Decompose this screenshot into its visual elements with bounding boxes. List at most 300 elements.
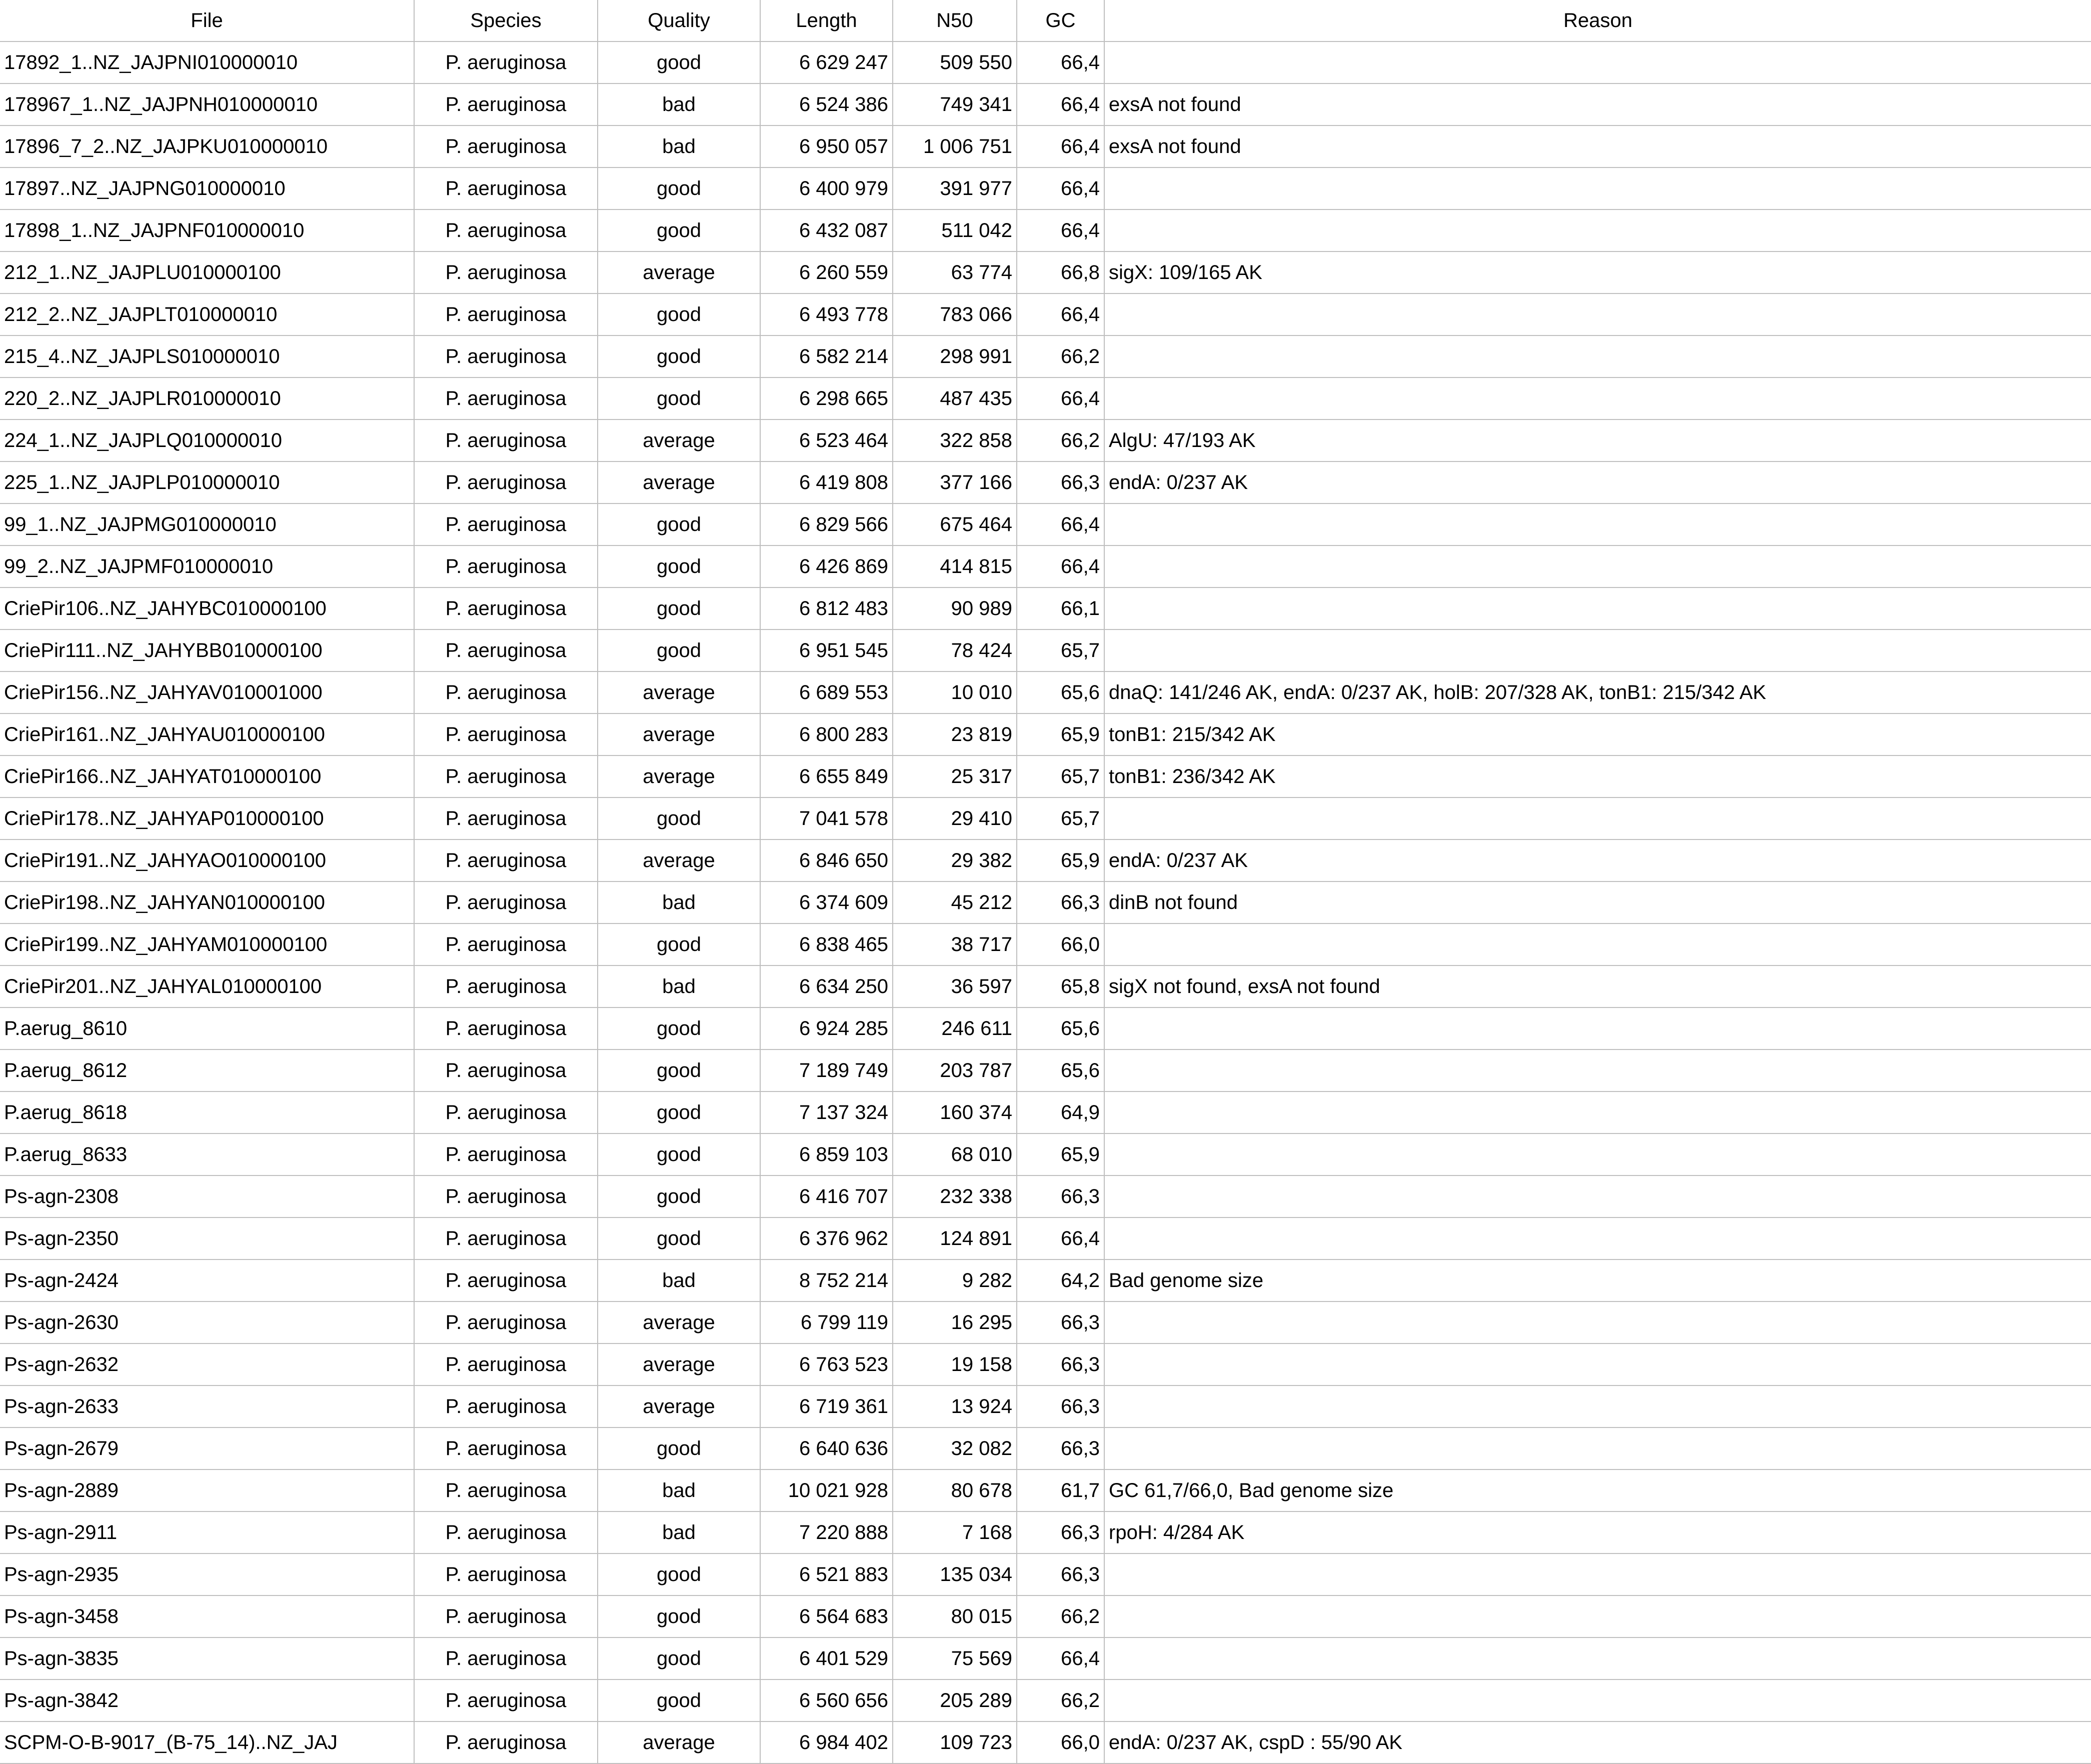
- table-row[interactable]: [0, 336, 2091, 378]
- cell-length[interactable]: 6 799 119: [760, 1302, 893, 1344]
- cell-length[interactable]: 6 416 707: [760, 1176, 893, 1218]
- cell-quality[interactable]: bad: [598, 882, 760, 924]
- table-row[interactable]: [0, 882, 2091, 924]
- cell-species[interactable]: P. aeruginosa: [414, 252, 598, 294]
- cell-length[interactable]: 6 629 247: [760, 42, 893, 84]
- cell-n50[interactable]: 80 678: [893, 1470, 1017, 1512]
- cell-gc[interactable]: 66,2: [1017, 1596, 1104, 1638]
- cell-quality[interactable]: average: [598, 672, 760, 714]
- cell-species[interactable]: P. aeruginosa: [414, 126, 598, 168]
- cell-reason[interactable]: [1104, 1428, 2091, 1470]
- cell-length[interactable]: 6 524 386: [760, 84, 893, 126]
- cell-quality[interactable]: bad: [598, 1512, 760, 1554]
- cell-gc[interactable]: 66,2: [1017, 1680, 1104, 1722]
- cell-length[interactable]: 6 800 283: [760, 714, 893, 756]
- cell-species[interactable]: P. aeruginosa: [414, 1470, 598, 1512]
- cell-gc[interactable]: 66,4: [1017, 1638, 1104, 1680]
- cell-file[interactable]: Ps-agn-3458: [0, 1596, 414, 1638]
- cell-gc[interactable]: 66,3: [1017, 1176, 1104, 1218]
- cell-n50[interactable]: 80 015: [893, 1596, 1017, 1638]
- cell-species[interactable]: P. aeruginosa: [414, 588, 598, 630]
- cell-n50[interactable]: 19 158: [893, 1344, 1017, 1386]
- cell-species[interactable]: P. aeruginosa: [414, 1260, 598, 1302]
- cell-length[interactable]: 6 374 609: [760, 882, 893, 924]
- table-row[interactable]: [0, 1050, 2091, 1092]
- cell-length[interactable]: 6 950 057: [760, 126, 893, 168]
- cell-gc[interactable]: 66,1: [1017, 588, 1104, 630]
- cell-length[interactable]: 6 560 656: [760, 1680, 893, 1722]
- cell-species[interactable]: P. aeruginosa: [414, 1386, 598, 1428]
- cell-reason[interactable]: [1104, 1050, 2091, 1092]
- cell-file[interactable]: CriePir106..NZ_JAHYBC010000100: [0, 588, 414, 630]
- column-header-quality[interactable]: Quality: [598, 0, 760, 42]
- cell-species[interactable]: P. aeruginosa: [414, 1176, 598, 1218]
- cell-n50[interactable]: 160 374: [893, 1092, 1017, 1134]
- cell-reason[interactable]: [1104, 210, 2091, 252]
- cell-species[interactable]: P. aeruginosa: [414, 840, 598, 882]
- table-row[interactable]: [0, 966, 2091, 1008]
- cell-file[interactable]: CriePir161..NZ_JAHYAU010000100: [0, 714, 414, 756]
- cell-reason[interactable]: [1104, 42, 2091, 84]
- cell-file[interactable]: 17892_1..NZ_JAJPNI010000010: [0, 42, 414, 84]
- cell-species[interactable]: P. aeruginosa: [414, 336, 598, 378]
- table-row[interactable]: [0, 1008, 2091, 1050]
- cell-species[interactable]: P. aeruginosa: [414, 1722, 598, 1764]
- cell-quality[interactable]: bad: [598, 84, 760, 126]
- cell-length[interactable]: 6 582 214: [760, 336, 893, 378]
- cell-reason[interactable]: sigX not found, exsA not found: [1104, 966, 2091, 1008]
- cell-n50[interactable]: 783 066: [893, 294, 1017, 336]
- cell-length[interactable]: 8 752 214: [760, 1260, 893, 1302]
- cell-reason[interactable]: tonB1: 215/342 AK: [1104, 714, 2091, 756]
- cell-reason[interactable]: tonB1: 236/342 AK: [1104, 756, 2091, 798]
- table-row[interactable]: [0, 378, 2091, 420]
- cell-length[interactable]: 6 655 849: [760, 756, 893, 798]
- table-row[interactable]: [0, 126, 2091, 168]
- cell-gc[interactable]: 65,6: [1017, 672, 1104, 714]
- cell-species[interactable]: P. aeruginosa: [414, 546, 598, 588]
- cell-reason[interactable]: [1104, 1344, 2091, 1386]
- column-header-gc[interactable]: GC: [1017, 0, 1104, 42]
- cell-n50[interactable]: 675 464: [893, 504, 1017, 546]
- cell-gc[interactable]: 66,2: [1017, 420, 1104, 462]
- cell-reason[interactable]: [1104, 588, 2091, 630]
- cell-n50[interactable]: 487 435: [893, 378, 1017, 420]
- cell-length[interactable]: 6 719 361: [760, 1386, 893, 1428]
- cell-quality[interactable]: good: [598, 294, 760, 336]
- cell-n50[interactable]: 29 410: [893, 798, 1017, 840]
- cell-reason[interactable]: dinB not found: [1104, 882, 2091, 924]
- cell-gc[interactable]: 65,9: [1017, 1134, 1104, 1176]
- column-header-n50[interactable]: N50: [893, 0, 1017, 42]
- cell-gc[interactable]: 66,4: [1017, 546, 1104, 588]
- table-row[interactable]: [0, 1596, 2091, 1638]
- cell-species[interactable]: P. aeruginosa: [414, 1596, 598, 1638]
- cell-file[interactable]: CriePir178..NZ_JAHYAP010000100: [0, 798, 414, 840]
- cell-reason[interactable]: [1104, 798, 2091, 840]
- cell-file[interactable]: 215_4..NZ_JAJPLS010000010: [0, 336, 414, 378]
- cell-gc[interactable]: 65,7: [1017, 630, 1104, 672]
- cell-reason[interactable]: [1104, 546, 2091, 588]
- cell-file[interactable]: Ps-agn-2889: [0, 1470, 414, 1512]
- cell-quality[interactable]: good: [598, 1092, 760, 1134]
- cell-n50[interactable]: 78 424: [893, 630, 1017, 672]
- cell-gc[interactable]: 65,8: [1017, 966, 1104, 1008]
- cell-species[interactable]: P. aeruginosa: [414, 1302, 598, 1344]
- cell-quality[interactable]: average: [598, 756, 760, 798]
- table-row[interactable]: [0, 504, 2091, 546]
- cell-gc[interactable]: 66,2: [1017, 336, 1104, 378]
- cell-n50[interactable]: 25 317: [893, 756, 1017, 798]
- cell-quality[interactable]: good: [598, 168, 760, 210]
- cell-file[interactable]: CriePir198..NZ_JAHYAN010000100: [0, 882, 414, 924]
- cell-file[interactable]: Ps-agn-2679: [0, 1428, 414, 1470]
- cell-quality[interactable]: good: [598, 1134, 760, 1176]
- cell-file[interactable]: Ps-agn-2424: [0, 1260, 414, 1302]
- table-row[interactable]: [0, 798, 2091, 840]
- cell-length[interactable]: 6 432 087: [760, 210, 893, 252]
- cell-length[interactable]: 6 521 883: [760, 1554, 893, 1596]
- cell-n50[interactable]: 511 042: [893, 210, 1017, 252]
- cell-n50[interactable]: 109 723: [893, 1722, 1017, 1764]
- cell-file[interactable]: 178967_1..NZ_JAJPNH010000010: [0, 84, 414, 126]
- cell-reason[interactable]: [1104, 924, 2091, 966]
- table-row[interactable]: [0, 1218, 2091, 1260]
- cell-reason[interactable]: endA: 0/237 AK: [1104, 462, 2091, 504]
- cell-species[interactable]: P. aeruginosa: [414, 1218, 598, 1260]
- cell-n50[interactable]: 414 815: [893, 546, 1017, 588]
- cell-gc[interactable]: 66,3: [1017, 1302, 1104, 1344]
- cell-reason[interactable]: [1104, 1554, 2091, 1596]
- cell-gc[interactable]: 66,3: [1017, 1554, 1104, 1596]
- cell-reason[interactable]: [1104, 1008, 2091, 1050]
- cell-length[interactable]: 6 298 665: [760, 378, 893, 420]
- cell-length[interactable]: 6 951 545: [760, 630, 893, 672]
- cell-file[interactable]: 225_1..NZ_JAJPLP010000010: [0, 462, 414, 504]
- column-header-species[interactable]: Species: [414, 0, 598, 42]
- table-row[interactable]: [0, 546, 2091, 588]
- cell-quality[interactable]: good: [598, 1008, 760, 1050]
- cell-file[interactable]: 99_2..NZ_JAJPMF010000010: [0, 546, 414, 588]
- cell-species[interactable]: P. aeruginosa: [414, 210, 598, 252]
- cell-quality[interactable]: average: [598, 1722, 760, 1764]
- cell-n50[interactable]: 203 787: [893, 1050, 1017, 1092]
- cell-gc[interactable]: 66,4: [1017, 168, 1104, 210]
- cell-quality[interactable]: bad: [598, 1470, 760, 1512]
- table-row[interactable]: [0, 1722, 2091, 1764]
- cell-n50[interactable]: 9 282: [893, 1260, 1017, 1302]
- cell-quality[interactable]: good: [598, 336, 760, 378]
- cell-quality[interactable]: average: [598, 1302, 760, 1344]
- cell-file[interactable]: Ps-agn-2935: [0, 1554, 414, 1596]
- cell-species[interactable]: P. aeruginosa: [414, 1134, 598, 1176]
- cell-reason[interactable]: Bad genome size: [1104, 1260, 2091, 1302]
- cell-file[interactable]: Ps-agn-2630: [0, 1302, 414, 1344]
- table-row[interactable]: [0, 1176, 2091, 1218]
- cell-gc[interactable]: 61,7: [1017, 1470, 1104, 1512]
- cell-species[interactable]: P. aeruginosa: [414, 756, 598, 798]
- cell-n50[interactable]: 298 991: [893, 336, 1017, 378]
- cell-reason[interactable]: [1104, 378, 2091, 420]
- cell-file[interactable]: CriePir111..NZ_JAHYBB010000100: [0, 630, 414, 672]
- cell-n50[interactable]: 38 717: [893, 924, 1017, 966]
- cell-species[interactable]: P. aeruginosa: [414, 672, 598, 714]
- cell-file[interactable]: SCPM-O-B-9017_(B-75_14)..NZ_JAJ: [0, 1722, 414, 1764]
- cell-species[interactable]: P. aeruginosa: [414, 420, 598, 462]
- table-row[interactable]: [0, 42, 2091, 84]
- cell-n50[interactable]: 391 977: [893, 168, 1017, 210]
- cell-length[interactable]: 7 189 749: [760, 1050, 893, 1092]
- cell-quality[interactable]: good: [598, 546, 760, 588]
- cell-gc[interactable]: 64,9: [1017, 1092, 1104, 1134]
- cell-length[interactable]: 6 401 529: [760, 1638, 893, 1680]
- cell-gc[interactable]: 65,9: [1017, 840, 1104, 882]
- cell-species[interactable]: P. aeruginosa: [414, 1554, 598, 1596]
- table-row[interactable]: [0, 756, 2091, 798]
- table-row[interactable]: [0, 420, 2091, 462]
- cell-gc[interactable]: 66,4: [1017, 504, 1104, 546]
- cell-file[interactable]: P.aerug_8618: [0, 1092, 414, 1134]
- table-row[interactable]: [0, 1260, 2091, 1302]
- cell-file[interactable]: CriePir166..NZ_JAHYAT010000100: [0, 756, 414, 798]
- cell-file[interactable]: Ps-agn-2350: [0, 1218, 414, 1260]
- cell-gc[interactable]: 66,3: [1017, 882, 1104, 924]
- cell-n50[interactable]: 135 034: [893, 1554, 1017, 1596]
- cell-reason[interactable]: [1104, 1134, 2091, 1176]
- cell-quality[interactable]: good: [598, 378, 760, 420]
- cell-length[interactable]: 6 763 523: [760, 1344, 893, 1386]
- table-row[interactable]: [0, 1512, 2091, 1554]
- cell-reason[interactable]: [1104, 1092, 2091, 1134]
- cell-length[interactable]: 6 523 464: [760, 420, 893, 462]
- cell-n50[interactable]: 63 774: [893, 252, 1017, 294]
- cell-gc[interactable]: 66,4: [1017, 210, 1104, 252]
- cell-reason[interactable]: [1104, 1680, 2091, 1722]
- cell-file[interactable]: 212_2..NZ_JAJPLT010000010: [0, 294, 414, 336]
- cell-length[interactable]: 6 984 402: [760, 1722, 893, 1764]
- table-row[interactable]: [0, 1386, 2091, 1428]
- cell-file[interactable]: Ps-agn-2308: [0, 1176, 414, 1218]
- column-header-file[interactable]: File: [0, 0, 414, 42]
- cell-n50[interactable]: 36 597: [893, 966, 1017, 1008]
- cell-length[interactable]: 7 041 578: [760, 798, 893, 840]
- cell-reason[interactable]: AlgU: 47/193 AK: [1104, 420, 2091, 462]
- cell-species[interactable]: P. aeruginosa: [414, 84, 598, 126]
- cell-quality[interactable]: good: [598, 1176, 760, 1218]
- cell-gc[interactable]: 66,3: [1017, 1512, 1104, 1554]
- cell-file[interactable]: CriePir199..NZ_JAHYAM010000100: [0, 924, 414, 966]
- cell-species[interactable]: P. aeruginosa: [414, 1512, 598, 1554]
- table-row[interactable]: [0, 630, 2091, 672]
- table-row[interactable]: [0, 1302, 2091, 1344]
- cell-quality[interactable]: average: [598, 1344, 760, 1386]
- cell-species[interactable]: P. aeruginosa: [414, 1638, 598, 1680]
- cell-quality[interactable]: average: [598, 252, 760, 294]
- cell-n50[interactable]: 90 989: [893, 588, 1017, 630]
- cell-species[interactable]: P. aeruginosa: [414, 462, 598, 504]
- cell-n50[interactable]: 13 924: [893, 1386, 1017, 1428]
- cell-reason[interactable]: endA: 0/237 AK, cspD : 55/90 AK: [1104, 1722, 2091, 1764]
- cell-species[interactable]: P. aeruginosa: [414, 1092, 598, 1134]
- cell-gc[interactable]: 66,0: [1017, 924, 1104, 966]
- cell-quality[interactable]: average: [598, 714, 760, 756]
- cell-length[interactable]: 6 689 553: [760, 672, 893, 714]
- table-row[interactable]: [0, 1134, 2091, 1176]
- cell-quality[interactable]: good: [598, 504, 760, 546]
- cell-length[interactable]: 6 640 636: [760, 1428, 893, 1470]
- table-row[interactable]: [0, 168, 2091, 210]
- table-row[interactable]: [0, 1428, 2091, 1470]
- cell-n50[interactable]: 246 611: [893, 1008, 1017, 1050]
- cell-file[interactable]: P.aerug_8612: [0, 1050, 414, 1092]
- table-row[interactable]: [0, 588, 2091, 630]
- cell-length[interactable]: 6 859 103: [760, 1134, 893, 1176]
- cell-reason[interactable]: [1104, 630, 2091, 672]
- cell-quality[interactable]: average: [598, 420, 760, 462]
- cell-quality[interactable]: good: [598, 798, 760, 840]
- column-header-reason[interactable]: Reason: [1104, 0, 2091, 42]
- cell-quality[interactable]: good: [598, 1428, 760, 1470]
- cell-length[interactable]: 6 376 962: [760, 1218, 893, 1260]
- cell-reason[interactable]: rpoH: 4/284 AK: [1104, 1512, 2091, 1554]
- cell-species[interactable]: P. aeruginosa: [414, 378, 598, 420]
- cell-quality[interactable]: average: [598, 462, 760, 504]
- table-row[interactable]: [0, 252, 2091, 294]
- cell-file[interactable]: Ps-agn-2911: [0, 1512, 414, 1554]
- table-row[interactable]: [0, 672, 2091, 714]
- cell-species[interactable]: P. aeruginosa: [414, 294, 598, 336]
- cell-gc[interactable]: 65,6: [1017, 1050, 1104, 1092]
- cell-reason[interactable]: exsA not found: [1104, 84, 2091, 126]
- cell-species[interactable]: P. aeruginosa: [414, 504, 598, 546]
- cell-length[interactable]: 6 493 778: [760, 294, 893, 336]
- cell-length[interactable]: 6 829 566: [760, 504, 893, 546]
- cell-species[interactable]: P. aeruginosa: [414, 1428, 598, 1470]
- table-row[interactable]: [0, 1680, 2091, 1722]
- cell-gc[interactable]: 66,0: [1017, 1722, 1104, 1764]
- cell-file[interactable]: Ps-agn-3835: [0, 1638, 414, 1680]
- cell-length[interactable]: 7 137 324: [760, 1092, 893, 1134]
- cell-reason[interactable]: endA: 0/237 AK: [1104, 840, 2091, 882]
- cell-species[interactable]: P. aeruginosa: [414, 966, 598, 1008]
- cell-quality[interactable]: good: [598, 588, 760, 630]
- cell-n50[interactable]: 7 168: [893, 1512, 1017, 1554]
- cell-length[interactable]: 6 838 465: [760, 924, 893, 966]
- cell-quality[interactable]: average: [598, 840, 760, 882]
- cell-species[interactable]: P. aeruginosa: [414, 1008, 598, 1050]
- cell-quality[interactable]: bad: [598, 1260, 760, 1302]
- table-row[interactable]: [0, 1092, 2091, 1134]
- cell-gc[interactable]: 66,3: [1017, 462, 1104, 504]
- cell-n50[interactable]: 45 212: [893, 882, 1017, 924]
- cell-length[interactable]: 6 846 650: [760, 840, 893, 882]
- cell-species[interactable]: P. aeruginosa: [414, 714, 598, 756]
- cell-gc[interactable]: 66,4: [1017, 84, 1104, 126]
- table-row[interactable]: [0, 462, 2091, 504]
- cell-reason[interactable]: GC 61,7/66,0, Bad genome size: [1104, 1470, 2091, 1512]
- table-row[interactable]: [0, 1554, 2091, 1596]
- cell-gc[interactable]: 65,9: [1017, 714, 1104, 756]
- cell-species[interactable]: P. aeruginosa: [414, 42, 598, 84]
- cell-species[interactable]: P. aeruginosa: [414, 882, 598, 924]
- cell-n50[interactable]: 10 010: [893, 672, 1017, 714]
- cell-species[interactable]: P. aeruginosa: [414, 1344, 598, 1386]
- table-row[interactable]: [0, 840, 2091, 882]
- cell-n50[interactable]: 749 341: [893, 84, 1017, 126]
- cell-gc[interactable]: 66,3: [1017, 1344, 1104, 1386]
- cell-quality[interactable]: good: [598, 42, 760, 84]
- cell-gc[interactable]: 65,7: [1017, 756, 1104, 798]
- cell-reason[interactable]: dnaQ: 141/246 AK, endA: 0/237 AK, holB: 207/328 AK, tonB1: 215/342 AK: [1104, 672, 2091, 714]
- cell-species[interactable]: P. aeruginosa: [414, 168, 598, 210]
- cell-n50[interactable]: 23 819: [893, 714, 1017, 756]
- cell-gc[interactable]: 65,7: [1017, 798, 1104, 840]
- cell-length[interactable]: 6 426 869: [760, 546, 893, 588]
- cell-reason[interactable]: [1104, 1596, 2091, 1638]
- cell-quality[interactable]: good: [598, 1596, 760, 1638]
- cell-reason[interactable]: [1104, 1386, 2091, 1428]
- cell-length[interactable]: 6 564 683: [760, 1596, 893, 1638]
- cell-length[interactable]: 10 021 928: [760, 1470, 893, 1512]
- cell-file[interactable]: 17897..NZ_JAJPNG010000010: [0, 168, 414, 210]
- cell-reason[interactable]: [1104, 1176, 2091, 1218]
- cell-n50[interactable]: 232 338: [893, 1176, 1017, 1218]
- cell-n50[interactable]: 68 010: [893, 1134, 1017, 1176]
- cell-quality[interactable]: good: [598, 210, 760, 252]
- cell-gc[interactable]: 66,4: [1017, 1218, 1104, 1260]
- cell-length[interactable]: 6 260 559: [760, 252, 893, 294]
- table-row[interactable]: [0, 1470, 2091, 1512]
- cell-quality[interactable]: good: [598, 1050, 760, 1092]
- cell-species[interactable]: P. aeruginosa: [414, 924, 598, 966]
- cell-file[interactable]: P.aerug_8610: [0, 1008, 414, 1050]
- cell-file[interactable]: CriePir201..NZ_JAHYAL010000100: [0, 966, 414, 1008]
- cell-n50[interactable]: 377 166: [893, 462, 1017, 504]
- cell-reason[interactable]: [1104, 336, 2091, 378]
- cell-gc[interactable]: 66,4: [1017, 294, 1104, 336]
- cell-reason[interactable]: [1104, 504, 2091, 546]
- cell-n50[interactable]: 205 289: [893, 1680, 1017, 1722]
- cell-file[interactable]: CriePir156..NZ_JAHYAV010001000: [0, 672, 414, 714]
- cell-gc[interactable]: 66,3: [1017, 1428, 1104, 1470]
- cell-file[interactable]: 224_1..NZ_JAJPLQ010000010: [0, 420, 414, 462]
- cell-gc[interactable]: 64,2: [1017, 1260, 1104, 1302]
- cell-file[interactable]: Ps-agn-2633: [0, 1386, 414, 1428]
- cell-reason[interactable]: [1104, 168, 2091, 210]
- cell-n50[interactable]: 509 550: [893, 42, 1017, 84]
- table-row[interactable]: [0, 1638, 2091, 1680]
- cell-gc[interactable]: 66,4: [1017, 378, 1104, 420]
- cell-file[interactable]: P.aerug_8633: [0, 1134, 414, 1176]
- cell-length[interactable]: 6 400 979: [760, 168, 893, 210]
- table-row[interactable]: [0, 924, 2091, 966]
- cell-file[interactable]: 17898_1..NZ_JAJPNF010000010: [0, 210, 414, 252]
- cell-species[interactable]: P. aeruginosa: [414, 798, 598, 840]
- cell-length[interactable]: 7 220 888: [760, 1512, 893, 1554]
- table-row[interactable]: [0, 1344, 2091, 1386]
- cell-file[interactable]: 99_1..NZ_JAJPMG010000010: [0, 504, 414, 546]
- cell-n50[interactable]: 75 569: [893, 1638, 1017, 1680]
- cell-reason[interactable]: exsA not found: [1104, 126, 2091, 168]
- cell-species[interactable]: P. aeruginosa: [414, 1050, 598, 1092]
- table-row[interactable]: [0, 294, 2091, 336]
- cell-gc[interactable]: 66,3: [1017, 1386, 1104, 1428]
- cell-file[interactable]: Ps-agn-3842: [0, 1680, 414, 1722]
- cell-gc[interactable]: 66,4: [1017, 42, 1104, 84]
- cell-reason[interactable]: [1104, 294, 2091, 336]
- cell-quality[interactable]: good: [598, 1638, 760, 1680]
- cell-quality[interactable]: good: [598, 630, 760, 672]
